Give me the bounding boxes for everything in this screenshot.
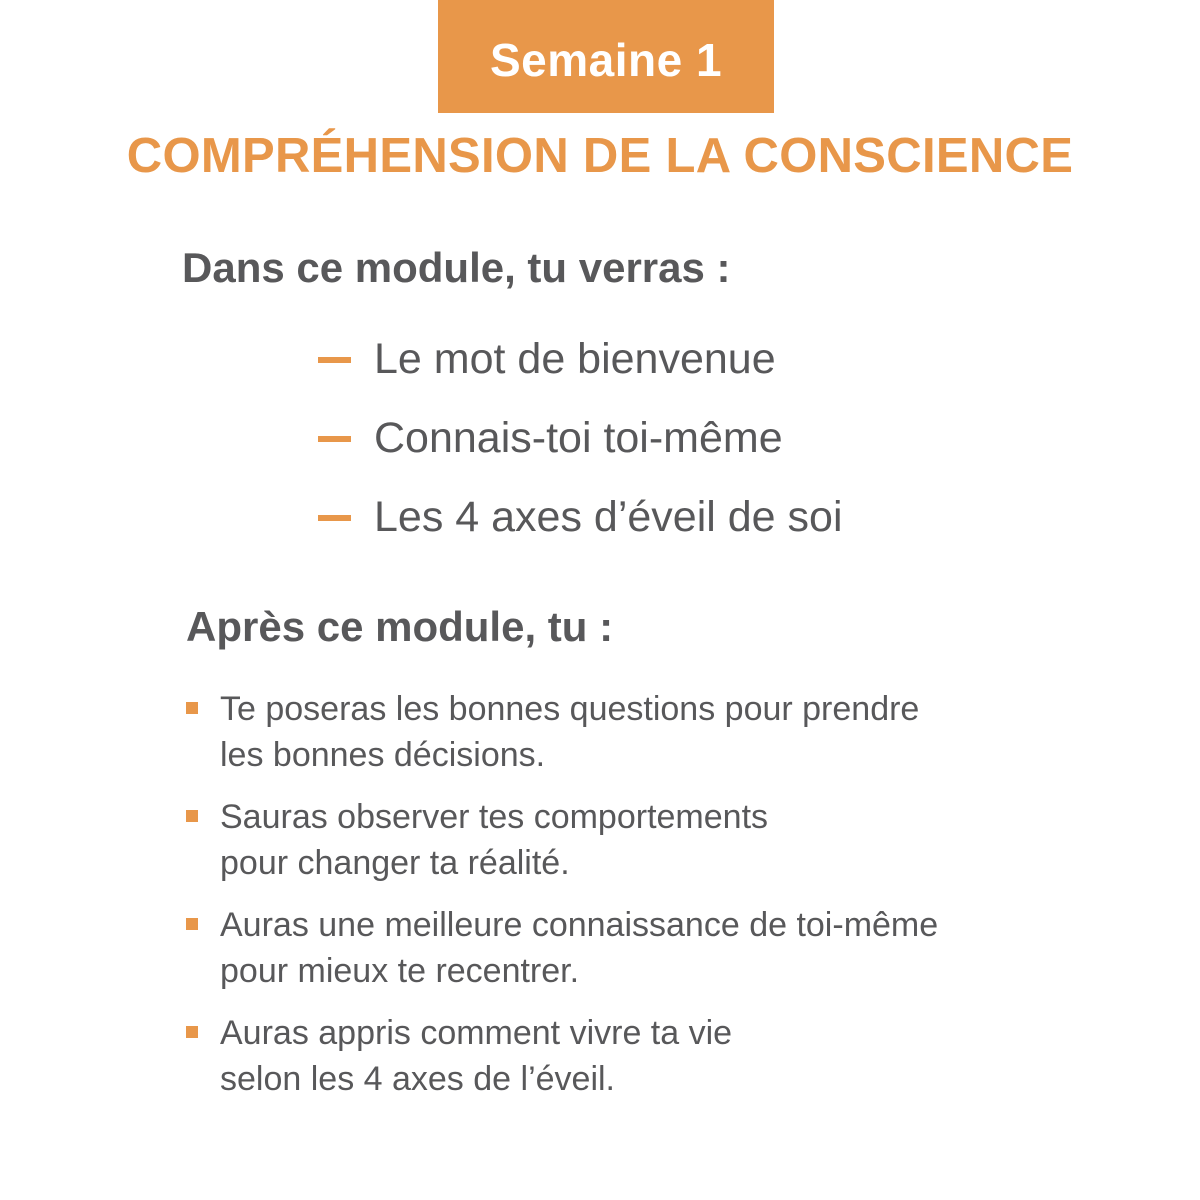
outcome-line: Sauras observer tes comportements: [220, 798, 769, 836]
outcome-text: [220, 794, 768, 886]
outcome-text: [220, 902, 938, 994]
outcome-line: Te poseras les bonnes questions pour prendre: [220, 690, 920, 728]
square-bullet-icon: [186, 918, 198, 930]
topic-item: [318, 478, 843, 557]
topic-label: Les 4 axes d’éveil de soi: [374, 493, 843, 541]
outcome-line: pour mieux te recentrer.: [220, 952, 580, 990]
topic-item: [318, 399, 843, 478]
square-bullet-icon: [186, 702, 198, 714]
page-title: COMPRÉHENSION DE LA CONSCIENCE: [126, 129, 1074, 183]
square-bullet-icon: [186, 1026, 198, 1038]
outcome-text: [220, 1010, 732, 1102]
outcome-list: [186, 686, 938, 1118]
dash-icon: [318, 436, 351, 442]
week-label: Semaine 1: [489, 33, 723, 86]
outcome-item: [186, 794, 938, 886]
week-badge: [438, 0, 774, 113]
outcome-line: pour changer ta réalité.: [220, 844, 570, 882]
after-module-heading: Après ce module, tu :: [186, 603, 614, 650]
outcome-line: Auras une meilleure connaissance de toi-même: [220, 906, 939, 944]
outcome-line: selon les 4 axes de l’éveil.: [220, 1060, 616, 1098]
outcome-item: [186, 1010, 938, 1102]
outcome-item: [186, 902, 938, 994]
topic-label: Le mot de bienvenue: [374, 335, 776, 383]
topic-list: [318, 320, 843, 557]
outcome-line: les bonnes décisions.: [220, 736, 546, 774]
dash-icon: [318, 357, 351, 363]
square-bullet-icon: [186, 810, 198, 822]
dash-icon: [318, 515, 351, 521]
outcome-line: Auras appris comment vivre ta vie: [220, 1014, 733, 1052]
outcome-item: [186, 686, 938, 778]
outcome-text: [220, 686, 919, 778]
topic-item: [318, 320, 843, 399]
in-module-heading: Dans ce module, tu verras :: [182, 244, 731, 291]
topic-label: Connais-toi toi-même: [374, 414, 783, 462]
